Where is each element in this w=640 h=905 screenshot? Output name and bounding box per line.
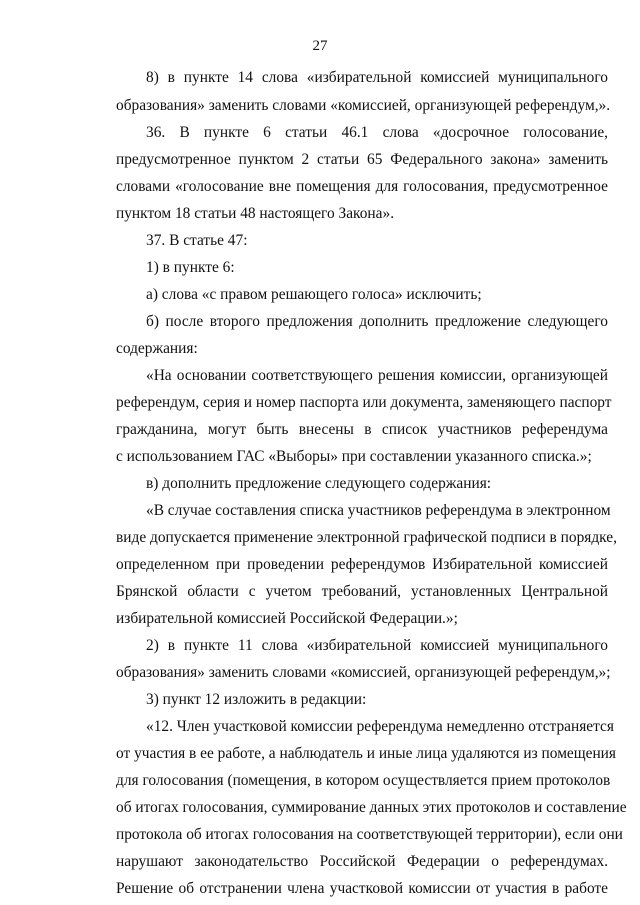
text-line: избирательной комиссией Российской Федерации.»;: [116, 610, 458, 627]
text-line: пунктом 18 статьи 48 настоящего Закона».: [116, 205, 395, 222]
text-line: с использованием ГАС «Выборы» при составлении указанного списка.»;: [116, 448, 592, 465]
text-line: «На основании соответствующего решения комиссии, организующей: [146, 367, 608, 384]
text-line: образования» заменить словами «комиссией, организующей референдум,»;: [116, 664, 611, 681]
text-line: Брянской области с учетом требований, установленных Центральной: [116, 583, 608, 600]
text-line: виде допускается применение электронной графической подписи в порядке,: [116, 529, 617, 546]
text-line: для голосования (помещения, в котором осуществляется прием протоколов: [116, 772, 611, 789]
text-line: словами «голосование вне помещения для голосования, предусмотренное: [116, 178, 608, 195]
text-line: а) слова «с правом решающего голоса» исключить;: [146, 286, 482, 303]
text-line: в) дополнить предложение следующего содержания:: [146, 475, 492, 492]
text-line: об итогах голосования, суммирование данных этих протоколов и составление: [116, 799, 627, 816]
page-number: 27: [312, 38, 328, 54]
text-line: определенном при проведении референдумов Избирательной комиссией: [116, 556, 608, 573]
text-line: предусмотренное пунктом 2 статьи 65 Федерального закона» заменить: [116, 151, 608, 168]
text-line: 8) в пункте 14 слова «избирательной комиссией муниципального: [146, 69, 608, 86]
text-line: содержания:: [116, 340, 198, 357]
text-line: нарушают законодательство Российской Федерации о референдумах.: [116, 853, 608, 870]
text-line: б) после второго предложения дополнить предложение следующего: [146, 313, 608, 330]
text-line: «В случае составления списка участников референдума в электронном: [146, 502, 611, 519]
text-line: 37. В статье 47:: [146, 232, 248, 249]
text-line: от участия в ее работе, а наблюдатель и иные лица удаляются из помещения: [116, 745, 616, 762]
text-line: образования» заменить словами «комиссией, организующей референдум,».: [116, 97, 611, 114]
text-line: гражданина, могут быть внесены в список участников референдума: [116, 421, 608, 438]
text-line: Решение об отстранении члена участковой комиссии от участия в работе: [116, 880, 608, 897]
text-line: «12. Член участковой комиссии референдума немедленно отстраняется: [146, 718, 614, 735]
text-line: референдум, серия и номер паспорта или документа, заменяющего паспорт: [116, 394, 612, 411]
text-line: 1) в пункте 6:: [146, 259, 235, 276]
text-line: 36. В пункте 6 статьи 46.1 слова «досрочное голосование,: [146, 124, 608, 141]
text-line: 2) в пункте 11 слова «избирательной комиссией муниципального: [146, 637, 608, 654]
text-line: 3) пункт 12 изложить в редакции:: [146, 691, 367, 708]
text-line: протокола об итогах голосования на соответствующей территории), если они: [116, 826, 623, 843]
